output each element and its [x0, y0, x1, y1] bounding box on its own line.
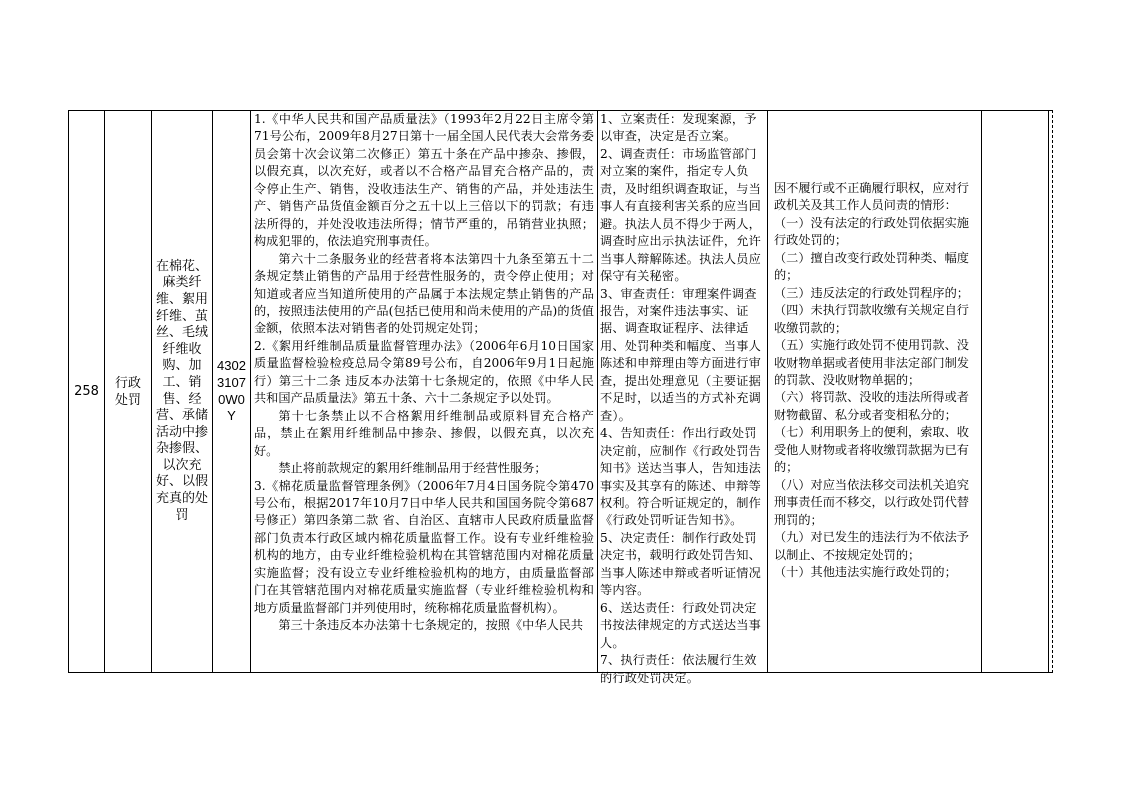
- responsibility-item: 1、立案责任：发现案源，予以审查，决定是否立案。: [600, 112, 757, 144]
- item-name-cell: [152, 111, 213, 672]
- item-code: 43023107 0W0Y: [217, 358, 246, 424]
- page-edge-dashed-border: [1052, 110, 1053, 673]
- accountability-intro: 因不履行或不正确履行职权，应对行政机关及其工作人员问责的情形：: [774, 181, 969, 213]
- responsibility-item: 4、告知责任：作出行政处罚决定前，应制作《行政处罚告知书》送达当事人，告知违法事实及其享有的陈述、申辩等权利。符合听证规定的，制作《行政处罚听证告知书》。: [600, 426, 762, 528]
- accountability-item: （五）实施行政处罚不使用罚款、没收财物单据或者使用非法定部门制发的罚款、没收财物单据的；: [774, 338, 969, 387]
- remarks-cell: [982, 111, 1049, 672]
- item-name: 在棉花、麻类纤维、絮用纤维、茧丝、毛绒纤维收购、加工、销售、经营、承储活动中掺杂掺假、以次充好、以假充真的处罚: [155, 258, 208, 523]
- accountability-item: （十）其他违法实施行政处罚的；: [774, 564, 957, 579]
- basis-line: 第十七条禁止以不合格絮用纤维制品或原料冒充合格产品，禁止在絮用纤维制品中掺杂、掺假，以假充真，以次充好。: [254, 408, 594, 458]
- basis-line: 1.《中华人民共和国产品质量法》（1993年2月22日主席令第71号公布，2009年8月27日第十一届全国人民代表大会常务委员会第十次会议第二次修正）第五十条在产品中掺杂、掺假，以假充真，以次充好，或者以不合格产品冒充合格产品的，责令停止生产、销售，没收违法生产、销售的产品，并处违法生产、销售产品货值金额百分之五十以上三倍以下的罚款；有违法所得的，并处没收违法所得；情节严重的，吊销营业执照；构成犯罪的，依法追究刑事责任。: [254, 112, 594, 249]
- basis-line: 第三十条违反本办法第十七条规定的，按照《中华人民共: [278, 618, 584, 633]
- responsibility-item: 6、送达责任：行政处罚决定书按法律规定的方式送达当事人。: [600, 600, 762, 650]
- responsibility-item: 2、调查责任：市场监管部门对立案的案件，指定专人负责，及时组织调查取证，与当事人有直接利害关系的应当回避。执法人员不得少于两人，调查时应出示执法证件，允许当事人辩解陈述。执法人员应保守有关秘密。: [600, 146, 762, 284]
- accountability: [768, 111, 981, 581]
- category: 行政处罚: [114, 375, 141, 408]
- table-row: [68, 110, 1052, 685]
- accountability-item: （四）未执行罚款收缴有关规定自行收缴罚款的；: [774, 303, 969, 335]
- responsibility-item: 3、审查责任：审理案件调查报告，对案件违法事实、证据、调查取证程序、法律适用、处罚种类和幅度、当事人陈述和申辩理由等方面进行审查，提出处理意见（主要证据不足时，以适当的方式补充调查）。: [600, 286, 762, 423]
- category-cell: [105, 111, 152, 672]
- accountability-item: （二）擅自改变行政处罚种类、幅度的；: [774, 250, 969, 283]
- responsibility-cell: [598, 111, 768, 685]
- legal-basis: [251, 111, 597, 635]
- responsibility-item: 5、决定责任：制作行政处罚决定书，载明行政处罚告知、当事人陈述申辩或者听证情况等内容。: [600, 530, 762, 598]
- basis-line: 3.《棉花质量监督管理条例》（2006年7月4日国务院令第470号公布，根据2017年10月7日中华人民共和国国务院令第687号修正）第四条第二款 省、自治区、直辖市人民政府质量监督部门负责本行政区域内棉花质量监督工作。设有专业纤维检验机构的地方，由专业纤维检验机构在其管辖范围内对棉花质量实施监督；没有设立专业纤维检验机构的地方，由质量监督部门在其管辖范围内对棉花质量实施监督（专业纤维检验机构和地方质量监督部门并列使用时，统称棉花质量监督机构）。: [254, 478, 594, 615]
- code-cell: [213, 111, 251, 672]
- basis-line: 第六十二条服务业的经营者将本法第四十九条至第五十二条规定禁止销售的产品用于经营性服务的，责令停止使用；对知道或者应当知道所使用的产品属于本法规定禁止销售的产品的，按照违法使用的产品(包括已使用和尚未使用的产品)的货值金额，依照本法对销售者的处罚规定处罚；: [254, 251, 594, 336]
- accountability-item: （三）违反法定的行政处罚程序的；: [774, 285, 969, 300]
- accountability-item: （一）没有法定的行政处罚依据实施行政处罚的；: [774, 215, 969, 248]
- accountability-cell: [768, 111, 982, 672]
- basis-line: 2.《絮用纤维制品质量监督管理办法》（2006年6月10日国家质量监督检验检疫总局令第89号公布，自2006年9月1日起施行）第三十二条 违反本办法第十七条规定的，依照《中华人民共和国产品质量法》第五十条、六十二条规定予以处罚。: [254, 338, 594, 406]
- basis-line: 禁止将前款规定的絮用纤维制品用于经营性服务；: [278, 461, 547, 476]
- accountability-item: （九）对已发生的违法行为不依法予以制止、不按规定处罚的；: [774, 530, 969, 562]
- accountability-item: （六）将罚款、没收的违法所得或者财物截留、私分或者变相私分的；: [774, 390, 969, 422]
- row-number: 258: [74, 384, 99, 399]
- row-number-cell: [69, 111, 105, 672]
- accountability-item: （七）利用职务上的便利，索取、收受他人财物或者将收缴罚款据为已有的；: [774, 425, 969, 475]
- legal-basis-cell: [251, 111, 598, 672]
- responsibility-item: 7、执行责任：依法履行生效的行政处罚决定。: [600, 653, 757, 685]
- accountability-item: （八）对应当依法移交司法机关追究刑事责任而不移交，以行政处罚代替刑罚的；: [774, 477, 969, 527]
- responsibility: [598, 111, 767, 687]
